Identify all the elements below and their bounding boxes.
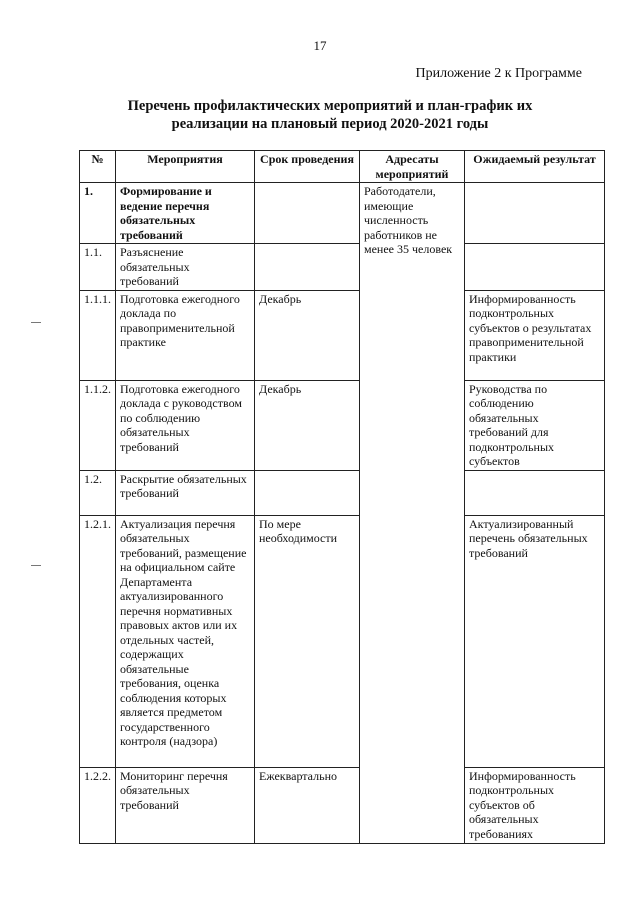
table-row <box>80 183 605 244</box>
table-row <box>80 380 605 470</box>
header-term: Срок проведения <box>255 151 360 183</box>
row-number: 1.2. <box>80 470 116 515</box>
row-number: 1.1.2. <box>80 380 116 470</box>
row-activity: Раскрытие обязательных требований <box>116 470 255 515</box>
header-number: № <box>80 151 116 183</box>
row-term: По мере необходимости <box>255 515 360 767</box>
row-term: Декабрь <box>255 290 360 380</box>
margin-mark <box>31 565 41 566</box>
row-number: 1.2.1. <box>80 515 116 767</box>
row-result <box>465 183 605 244</box>
row-activity: Подготовка ежегодного доклада по правоприменительной практике <box>116 290 255 380</box>
row-number: 1.1.1. <box>80 290 116 380</box>
row-result <box>465 244 605 291</box>
table-header-row <box>80 151 605 183</box>
title-line-1: Перечень профилактических мероприятий и план-график их <box>127 98 533 114</box>
row-term <box>255 470 360 515</box>
row-term: Декабрь <box>255 380 360 470</box>
margin-mark <box>31 322 41 323</box>
row-result: Информированность подконтрольных субъектов о результатах правоприменительной практики <box>465 290 605 380</box>
table-row <box>80 244 605 291</box>
row-result: Руководства по соблюдению обязательных требований для подконтрольных субъектов <box>465 380 605 470</box>
title-line-2: реализации на плановый период 2020-2021 годы <box>171 116 489 132</box>
table-row <box>80 515 605 767</box>
row-result <box>465 470 605 515</box>
row-result: Актуализированный перечень обязательных требований <box>465 515 605 767</box>
row-term <box>255 244 360 291</box>
page-number: 17 <box>313 38 327 53</box>
row-term <box>255 183 360 244</box>
row-activity: Актуализация перечня обязательных требований, размещение на официальном сайте Департамента актуализированного перечня нормативных правовых актов или их отдельных частей, содержащих обязательные требования, оценка соблюдения которых является предметом государственного контроля (надзора) <box>116 515 255 767</box>
row-activity: Разъяснение обязательных требований <box>116 244 255 291</box>
row-activity: Подготовка ежегодного доклада с руководством по соблюдению обязательных требований <box>116 380 255 470</box>
table-row <box>80 290 605 380</box>
activities-table <box>79 150 605 844</box>
row-number: 1.1. <box>80 244 116 291</box>
row-activity: Мониторинг перечня обязательных требований <box>116 767 255 843</box>
row-activity: Формирование и ведение перечня обязательных требований <box>116 183 255 244</box>
header-activity: Мероприятия <box>116 151 255 183</box>
row-number: 1. <box>80 183 116 244</box>
header-result: Ожидаемый результат <box>465 151 605 183</box>
header-addressees: Адресаты мероприятий <box>360 151 465 183</box>
appendix-label: Приложение 2 к Программе <box>415 66 582 81</box>
table-row <box>80 470 605 515</box>
row-number: 1.2.2. <box>80 767 116 843</box>
row-term: Ежеквартально <box>255 767 360 843</box>
table-row <box>80 767 605 843</box>
row-result: Информированность подконтрольных субъектов об обязательных требованиях <box>465 767 605 843</box>
document-title <box>80 97 580 133</box>
row-addressees: Работодатели, имеющие численность работников не менее 35 человек <box>360 183 465 844</box>
